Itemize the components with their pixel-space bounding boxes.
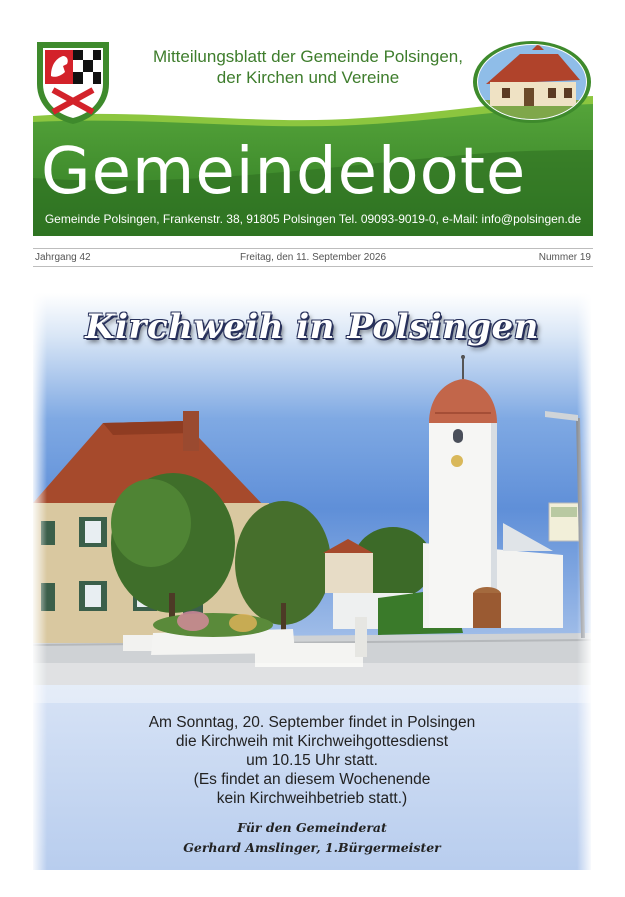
feature-line: (Es findet an diesem Wochenende [193,771,431,788]
feature-title: Kirchweih in Polsingen [85,307,539,347]
masthead [33,38,593,236]
feature-text [33,713,591,808]
feature-line: die Kirchweih mit Kirchweihgottesdienst [175,733,449,750]
coat-of-arms-icon [35,40,111,126]
feature-line: Am Sonntag, 20. September findet in Polsingen [148,714,476,731]
signature [33,818,591,858]
issue-line [33,248,593,267]
masthead-subtitle: Mitteilungsblatt der Gemeinde Polsingen, der Kirchen und Vereine [153,47,463,87]
issue-volume: Jahrgang 42 [35,252,91,263]
feature-panel [33,293,591,870]
feature-line: kein Kirchweihbetrieb statt.) [216,790,408,807]
signature-line1: Für den Gemeinderat [237,820,387,835]
issue-date: Freitag, den 11. September 2026 [239,252,387,263]
feature-line: um 10.15 Uhr statt. [246,752,378,769]
masthead-title: Gemeindebote [41,135,527,209]
signature-line2: Gerhard Amslinger, 1.Bürgermeister [183,840,441,855]
issue-number: Nummer 19 [538,252,591,263]
masthead-address: Gemeinde Polsingen, Frankenstr. 38, 91805 Polsingen Tel. 09093-9019-0, e-Mail: info@polsingen.de [44,212,582,226]
house-photo-icon [472,40,592,124]
